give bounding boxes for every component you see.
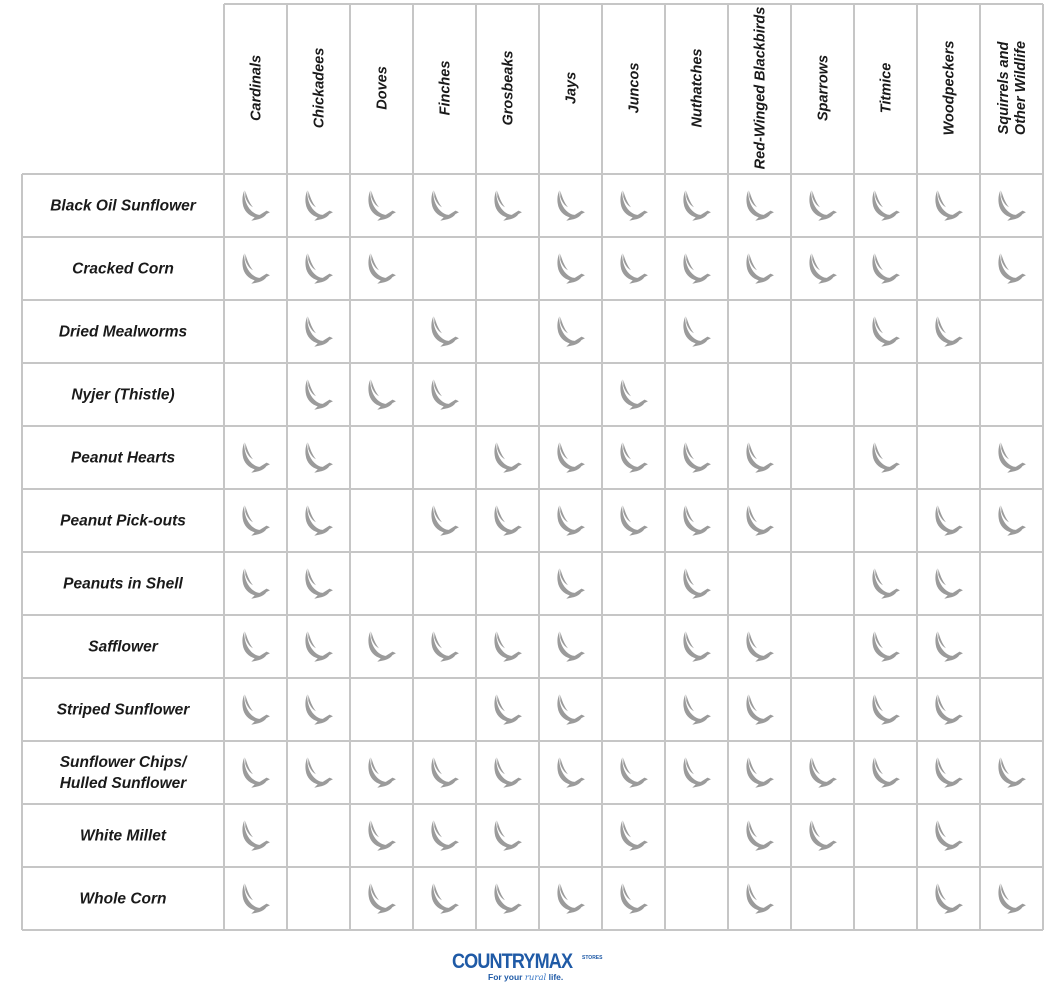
- bird-icon: [242, 505, 270, 536]
- bird-icon: [557, 253, 585, 284]
- bird-icon: [305, 316, 333, 347]
- bird-icon: [305, 379, 333, 410]
- brand-name: COUNTRYMAX: [452, 950, 573, 973]
- bird-icon: [494, 757, 522, 788]
- column-headers: [249, 7, 1030, 170]
- bird-icon: [557, 568, 585, 599]
- bird-icon: [557, 694, 585, 725]
- countrymax-logo: [452, 951, 602, 981]
- bird-icon: [305, 757, 333, 788]
- bird-icon: [305, 631, 333, 662]
- bird-icon: [683, 442, 711, 473]
- brand-tagline-script: rural: [524, 973, 547, 983]
- bird-icon: [998, 505, 1026, 536]
- bird-icon: [431, 505, 459, 536]
- bird-icon: [557, 757, 585, 788]
- bird-icon: [620, 379, 648, 410]
- bird-icon: [935, 505, 963, 536]
- column-header-jays: Jays: [563, 71, 580, 105]
- bird-icon: [620, 757, 648, 788]
- bird-icon: [683, 694, 711, 725]
- bird-icon: [872, 757, 900, 788]
- bird-icon: [935, 694, 963, 725]
- bird-icon: [242, 631, 270, 662]
- bird-icon: [620, 190, 648, 221]
- row-label-peanuts-in-shell: Peanuts in Shell: [63, 575, 183, 593]
- bird-icon: [683, 190, 711, 221]
- bird-icon: [872, 442, 900, 473]
- bird-icon: [872, 568, 900, 599]
- row-label-sunflower-chips-hulled-sunflower: Sunflower Chips/: [59, 754, 187, 771]
- bird-icon: [683, 253, 711, 284]
- column-header-cardinals: Cardinals: [248, 54, 265, 122]
- bird-icon: [431, 757, 459, 788]
- bird-icon: [809, 757, 837, 788]
- bird-icon: [683, 631, 711, 662]
- bird-icon: [620, 505, 648, 536]
- bird-icon: [683, 757, 711, 788]
- bird-icon: [935, 190, 963, 221]
- bird-icon: [935, 316, 963, 347]
- bird-icon: [368, 253, 396, 284]
- bird-icon: [683, 316, 711, 347]
- bird-icon: [305, 442, 333, 473]
- bird-icon: [746, 694, 774, 725]
- bird-icon: [998, 757, 1026, 788]
- column-header-woodpeckers: Woodpeckers: [941, 40, 958, 136]
- bird-icon: [557, 631, 585, 662]
- bird-icon: [305, 505, 333, 536]
- bird-icon: [305, 694, 333, 725]
- bird-icon: [872, 316, 900, 347]
- bird-icon: [368, 757, 396, 788]
- bird-icon: [431, 883, 459, 914]
- bird-icon: [935, 757, 963, 788]
- bird-icon: [620, 253, 648, 284]
- column-header-grosbeaks: Grosbeaks: [500, 50, 517, 126]
- bird-icon: [494, 694, 522, 725]
- bird-icon: [431, 316, 459, 347]
- brand-tagline: [488, 972, 563, 983]
- bird-icon: [242, 883, 270, 914]
- bird-icon: [935, 883, 963, 914]
- row-label-sunflower-chips-hulled-sunflower: Hulled Sunflower: [59, 775, 187, 792]
- bird-icon: [620, 442, 648, 473]
- bird-icon: [746, 883, 774, 914]
- bird-icon: [431, 631, 459, 662]
- bird-icon: [494, 820, 522, 851]
- row-label-white-millet: White Millet: [79, 827, 167, 845]
- bird-icon: [998, 190, 1026, 221]
- column-header-squirrels-and-other-wildlife: Squirrels and: [996, 41, 1012, 135]
- bird-icon: [935, 631, 963, 662]
- bird-icon: [809, 190, 837, 221]
- column-header-titmice: Titmice: [878, 62, 895, 114]
- row-label-dried-mealworms: Dried Mealworms: [58, 323, 188, 341]
- bird-icon: [305, 190, 333, 221]
- bird-icon: [746, 820, 774, 851]
- column-header-squirrels-and-other-wildlife: Other Wildlife: [1013, 40, 1029, 136]
- column-header-sparrows: Sparrows: [815, 54, 832, 122]
- bird-icon: [935, 820, 963, 851]
- bird-icon: [872, 190, 900, 221]
- bird-icon: [683, 505, 711, 536]
- row-label-safflower: Safflower: [88, 638, 158, 656]
- bird-icon: [872, 631, 900, 662]
- bird-icon: [746, 190, 774, 221]
- column-header-juncos: Juncos: [626, 62, 643, 114]
- bird-icon: [557, 883, 585, 914]
- row-label-nyjer-thistle: Nyjer (Thistle): [71, 386, 175, 404]
- bird-icon: [557, 316, 585, 347]
- bird-icon: [431, 820, 459, 851]
- bird-icon: [368, 379, 396, 410]
- bird-icon: [242, 757, 270, 788]
- row-label-whole-corn: Whole Corn: [79, 890, 167, 908]
- column-header-finches: Finches: [437, 60, 454, 116]
- bird-icon: [305, 253, 333, 284]
- column-header-red-winged-blackbirds: Red-Winged Blackbirds: [752, 6, 769, 170]
- bird-icon: [368, 883, 396, 914]
- bird-icon: [368, 631, 396, 662]
- bird-icon: [431, 379, 459, 410]
- row-label-striped-sunflower: Striped Sunflower: [56, 701, 190, 719]
- bird-icon: [494, 505, 522, 536]
- bird-icon: [620, 883, 648, 914]
- row-label-peanut-hearts: Peanut Hearts: [70, 449, 176, 467]
- column-header-chickadees: Chickadees: [311, 47, 328, 129]
- bird-icon: [494, 190, 522, 221]
- bird-icon: [620, 820, 648, 851]
- bird-icon: [746, 505, 774, 536]
- bird-icon: [746, 253, 774, 284]
- bird-icon: [557, 505, 585, 536]
- bird-icon: [242, 568, 270, 599]
- bird-icon: [431, 190, 459, 221]
- bird-icon: [557, 442, 585, 473]
- row-label-cracked-corn: Cracked Corn: [72, 260, 174, 278]
- row-label-black-oil-sunflower: Black Oil Sunflower: [50, 197, 196, 215]
- brand-tagline-post: life.: [548, 972, 564, 982]
- bird-icon: [494, 883, 522, 914]
- bird-icon: [494, 442, 522, 473]
- bird-icon: [998, 442, 1026, 473]
- bird-icon: [683, 568, 711, 599]
- bird-icon: [494, 631, 522, 662]
- bird-icon: [998, 253, 1026, 284]
- bird-icon: [305, 568, 333, 599]
- bird-icon: [242, 253, 270, 284]
- bird-icon: [368, 190, 396, 221]
- bird-icon: [242, 190, 270, 221]
- bird-icon: [809, 820, 837, 851]
- bird-icon: [368, 820, 396, 851]
- bird-icon: [557, 190, 585, 221]
- column-header-nuthatches: Nuthatches: [689, 48, 706, 128]
- brand-stores-label: STORES: [582, 955, 603, 961]
- bird-icon: [242, 442, 270, 473]
- brand-tagline-pre: For your: [488, 972, 523, 982]
- bird-icon: [746, 757, 774, 788]
- column-header-doves: Doves: [374, 66, 391, 110]
- bird-icon: [935, 568, 963, 599]
- bird-icon: [242, 820, 270, 851]
- bird-icon: [809, 253, 837, 284]
- bird-icon: [998, 883, 1026, 914]
- bird-icon: [872, 253, 900, 284]
- bird-icon: [746, 631, 774, 662]
- bird-icon: [746, 442, 774, 473]
- bird-icon: [242, 694, 270, 725]
- row-label-peanut-pick-outs: Peanut Pick-outs: [60, 512, 186, 530]
- bird-icon: [872, 694, 900, 725]
